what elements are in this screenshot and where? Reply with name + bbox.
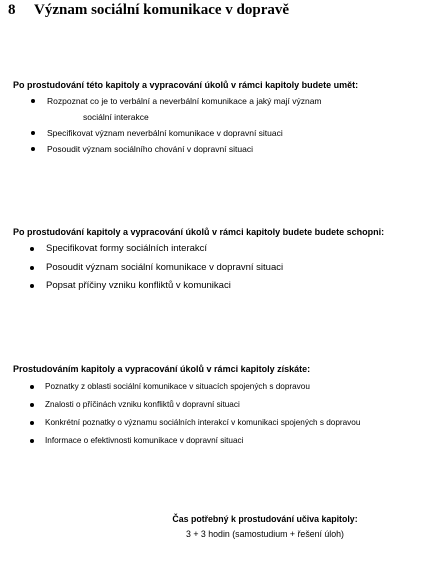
list-item-text-continuation: sociální interakce xyxy=(83,112,149,122)
list-item xyxy=(11,93,387,125)
bullet-icon xyxy=(31,131,35,135)
list-item-text: Znalosti o příčinách vzniku konfliktů v dopravní situaci xyxy=(45,400,240,410)
knowledge-list xyxy=(13,380,387,449)
list-item-text: Informace o efektivnosti komunikace v dopravní situaci xyxy=(45,436,244,446)
bullet-icon xyxy=(30,421,34,425)
study-time-label: Čas potřebný k prostudování učiva kapitoly: xyxy=(172,514,358,524)
bullet-icon xyxy=(30,385,34,389)
list-item-text: Rozpoznat co je to verbální a neverbální komunikace a jaký mají význam xyxy=(47,96,322,106)
list-item xyxy=(11,380,387,395)
list-item-text: Posoudit význam sociální komunikace v dopravní situaci xyxy=(46,261,284,273)
bullet-icon xyxy=(31,99,35,103)
list-item xyxy=(11,434,387,449)
learning-goals-section xyxy=(13,77,387,157)
learning-goals-intro: Po prostudování této kapitoly a vypracování úkolů v rámci kapitoly budete umět: xyxy=(13,80,359,90)
knowledge-section xyxy=(13,361,387,452)
skills-intro: Po prostudování kapitoly a vypracování úkolů v rámci kapitoly budete budete schopni: xyxy=(13,227,385,237)
bullet-icon xyxy=(30,247,34,251)
list-item xyxy=(11,416,387,431)
bullet-icon xyxy=(31,147,35,151)
list-item xyxy=(12,240,387,259)
skills-list xyxy=(13,240,387,296)
bullet-icon xyxy=(30,403,34,407)
bullet-icon xyxy=(30,284,34,288)
list-item-text: Poznatky z oblasti sociální komunikace v situacích spojených s dopravou xyxy=(45,382,310,391)
list-item-text: Specifikovat význam neverbální komunikace v dopravní situaci xyxy=(47,128,283,138)
list-item xyxy=(12,277,387,296)
chapter-heading xyxy=(8,2,289,19)
study-time-box xyxy=(150,512,380,542)
learning-goals-list xyxy=(13,93,387,157)
study-time-value: 3 + 3 hodin (samostudium + řešení úloh) xyxy=(186,529,344,539)
list-item-text: Konkrétní poznatky o významu sociálních interakcí v komunikaci spojených s dopravou xyxy=(45,418,361,428)
chapter-title: Význam sociální komunikace v dopravě xyxy=(34,2,290,18)
bullet-icon xyxy=(30,266,34,270)
bullet-icon xyxy=(30,439,34,443)
skills-section xyxy=(13,224,387,296)
list-item xyxy=(11,398,387,413)
knowledge-intro: Prostudováním kapitoly a vypracování úkolů v rámci kapitoly získáte: xyxy=(13,364,311,374)
list-item xyxy=(11,125,387,141)
list-item-text: Posoudit význam sociálního chování v dopravní situaci xyxy=(47,144,254,154)
list-item-text: Specifikovat formy sociálních interakcí xyxy=(46,243,208,254)
list-item xyxy=(11,141,387,157)
list-item-text: Popsat příčiny vzniku konfliktů v komunikaci xyxy=(46,280,231,291)
chapter-number: 8 xyxy=(8,2,16,18)
list-item xyxy=(12,259,387,278)
